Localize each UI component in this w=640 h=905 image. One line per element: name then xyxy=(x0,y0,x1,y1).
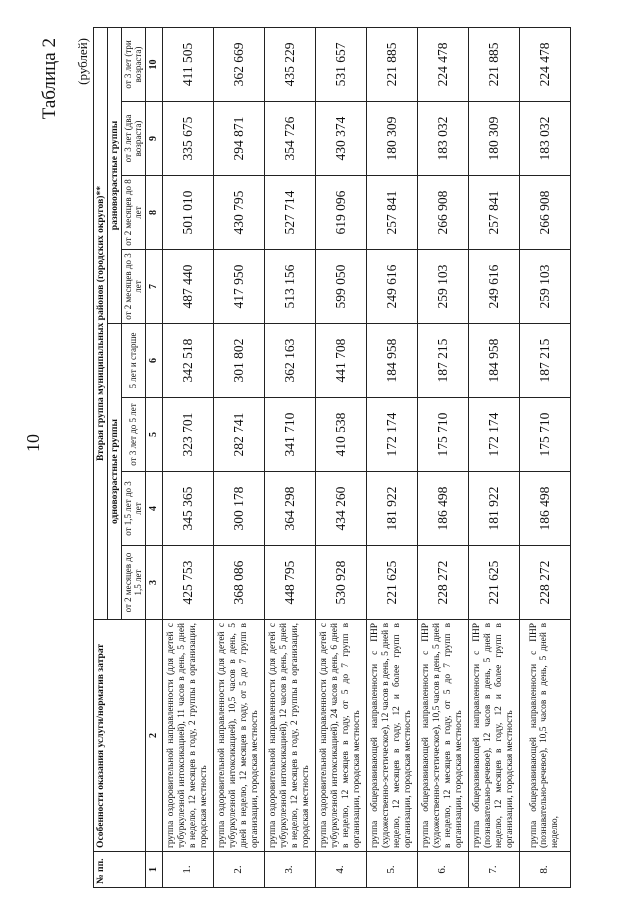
row-description: группа общеразвивающей направленности с ПНР (познавательно-речевое), 10,5 часов в день, 5 дней в неделю, xyxy=(519,620,570,852)
cost-value: 183 032 xyxy=(417,102,468,176)
column-index: 2 xyxy=(145,620,162,852)
row-description: группа общеразвивающей направленности с ПНР (художественно-эстетическое), 10,5 часов в день, 5 дней в неделю, 12 месяцев в году, от 5 до 7 групп в организации, городская местность xyxy=(417,620,468,852)
row-number: 5. xyxy=(366,852,417,888)
cost-value: 180 309 xyxy=(366,102,417,176)
cost-value: 172 174 xyxy=(366,398,417,472)
cost-table xyxy=(93,27,571,888)
cost-value: 501 010 xyxy=(162,176,213,250)
cost-value: 368 086 xyxy=(213,546,264,620)
row-description: группа оздоровительной направленности (для детей с тубуркулезной интоксикацией), 12 часов в день, 5 дней в неделю, 12 месяцев в году, 2 группы в организации, городская местность xyxy=(264,620,315,852)
cost-value: 224 478 xyxy=(519,27,570,101)
header-feature: Особенности оказания услуги/норматив затрат xyxy=(94,620,146,852)
table-caption: Таблица 2 xyxy=(39,38,60,120)
row-description: группа оздоровительной направленности (для детей с тубуркулезной интоксикацией), 24 часов в день, 6 дней в неделю, 12 месяцев в году, от 5 до 7 групп в организации, городская местность xyxy=(315,620,366,852)
header-age: от 3 лет (два возраста) xyxy=(122,102,146,176)
cost-value: 531 657 xyxy=(315,27,366,101)
header-age: от 2 месяцев до 8 лет xyxy=(122,176,146,250)
cost-value: 181 922 xyxy=(468,472,519,546)
cost-value: 221 625 xyxy=(468,546,519,620)
cost-value: 364 298 xyxy=(264,472,315,546)
cost-value: 175 710 xyxy=(519,398,570,472)
cost-value: 183 032 xyxy=(519,102,570,176)
column-index: 8 xyxy=(145,176,162,250)
cost-value: 186 498 xyxy=(519,472,570,546)
cost-value: 228 272 xyxy=(417,546,468,620)
cost-value: 342 518 xyxy=(162,324,213,398)
cost-value: 430 795 xyxy=(213,176,264,250)
cost-value: 441 708 xyxy=(315,324,366,398)
document-page xyxy=(25,28,635,888)
cost-value: 266 908 xyxy=(519,176,570,250)
header-subgroup-mixed-age: разновозрастные группы xyxy=(108,27,122,323)
cost-value: 181 922 xyxy=(366,472,417,546)
cost-value: 323 701 xyxy=(162,398,213,472)
cost-value: 186 498 xyxy=(417,472,468,546)
row-number: 7. xyxy=(468,852,519,888)
cost-value: 221 625 xyxy=(366,546,417,620)
header-age: от 2 месяцев до 1,5 лет xyxy=(122,546,146,620)
cost-value: 266 908 xyxy=(417,176,468,250)
table-row xyxy=(315,27,366,887)
cost-value: 448 795 xyxy=(264,546,315,620)
cost-value: 187 215 xyxy=(417,324,468,398)
row-number: 1. xyxy=(162,852,213,888)
cost-value: 249 616 xyxy=(468,250,519,324)
cost-value: 487 440 xyxy=(162,250,213,324)
row-description: группа общеразвивающей направленности с ПНР (познавательно-речевое), 12 часов в день, 5 дней в неделю, 12 месяцев в году, 12 и более групп в организации, городская местность xyxy=(468,620,519,852)
cost-value: 300 178 xyxy=(213,472,264,546)
cost-value: 184 958 xyxy=(366,324,417,398)
cost-value: 619 096 xyxy=(315,176,366,250)
row-number: 2. xyxy=(213,852,264,888)
cost-value: 527 714 xyxy=(264,176,315,250)
cost-value: 435 229 xyxy=(264,27,315,101)
table-row xyxy=(417,27,468,887)
column-index: 4 xyxy=(145,472,162,546)
table-row xyxy=(468,27,519,887)
cost-value: 513 156 xyxy=(264,250,315,324)
cost-value: 425 753 xyxy=(162,546,213,620)
cost-value: 257 841 xyxy=(366,176,417,250)
cost-value: 410 538 xyxy=(315,398,366,472)
cost-value: 221 885 xyxy=(468,27,519,101)
cost-value: 224 478 xyxy=(417,27,468,101)
cost-value: 530 928 xyxy=(315,546,366,620)
cost-value: 259 103 xyxy=(417,250,468,324)
cost-value: 362 163 xyxy=(264,324,315,398)
header-age: от 2 месяцев до 3 лет xyxy=(122,250,146,324)
cost-value: 430 374 xyxy=(315,102,366,176)
cost-value: 362 669 xyxy=(213,27,264,101)
row-number: 6. xyxy=(417,852,468,888)
header-age: от 3 лет (три возраста) xyxy=(122,27,146,101)
row-description: группа общеразвивающей направленности с ПНР (художественно-эстетическое), 12 часов в день, 5 дней в неделю, 12 месяцев в году, 12 и более групп в организации, городская местность xyxy=(366,620,417,852)
column-index: 10 xyxy=(145,27,162,101)
cost-value: 354 726 xyxy=(264,102,315,176)
unit-label: (рублей) xyxy=(75,38,90,85)
cost-value: 249 616 xyxy=(366,250,417,324)
cost-value: 184 958 xyxy=(468,324,519,398)
row-number: 4. xyxy=(315,852,366,888)
column-index: 9 xyxy=(145,102,162,176)
cost-value: 434 260 xyxy=(315,472,366,546)
cost-value: 221 885 xyxy=(366,27,417,101)
table-row xyxy=(366,27,417,887)
cost-value: 411 505 xyxy=(162,27,213,101)
column-index: 7 xyxy=(145,250,162,324)
cost-value: 175 710 xyxy=(417,398,468,472)
column-index: 3 xyxy=(145,546,162,620)
cost-value: 335 675 xyxy=(162,102,213,176)
page-number: 10 xyxy=(23,434,43,452)
column-index: 6 xyxy=(145,324,162,398)
cost-value: 228 272 xyxy=(519,546,570,620)
column-index: 5 xyxy=(145,398,162,472)
row-description: группа оздоровительной направленности (для детей с тубуркулезной интоксикацией), 10,5 часов в день, 5 дней в неделю, 12 месяцев в году, от 5 до 7 групп в организации, городская местность xyxy=(213,620,264,852)
table-row xyxy=(519,27,570,887)
row-number: 8. xyxy=(519,852,570,888)
column-index-row xyxy=(145,27,162,887)
column-index: 1 xyxy=(145,852,162,888)
table-row xyxy=(162,27,213,887)
table-row xyxy=(213,27,264,887)
cost-value: 294 871 xyxy=(213,102,264,176)
cost-value: 187 215 xyxy=(519,324,570,398)
cost-value: 282 741 xyxy=(213,398,264,472)
cost-value: 172 174 xyxy=(468,398,519,472)
cost-value: 599 050 xyxy=(315,250,366,324)
cost-value: 345 365 xyxy=(162,472,213,546)
cost-value: 257 841 xyxy=(468,176,519,250)
cost-value: 301 802 xyxy=(213,324,264,398)
cost-value: 341 710 xyxy=(264,398,315,472)
row-description: группа оздоровительной направленности (для детей с тубуркулезной интоксикацией), 11 часов в день, 5 дней в неделю, 12 месяцев в году, 2 группы в организации, городская местность xyxy=(162,620,213,852)
header-subgroup-same-age: одновозрастные группы xyxy=(108,324,122,620)
cost-value: 180 309 xyxy=(468,102,519,176)
cost-value: 417 950 xyxy=(213,250,264,324)
header-num: № пп. xyxy=(94,852,146,888)
header-group: Вторая группа муниципальных районов (городских округов)** xyxy=(94,27,108,619)
header-age: от 1,5 лет до 3 лет xyxy=(122,472,146,546)
cost-value: 259 103 xyxy=(519,250,570,324)
table-row xyxy=(264,27,315,887)
header-age: от 3 лет до 5 лет xyxy=(122,398,146,472)
row-number: 3. xyxy=(264,852,315,888)
header-age: 5 лет и старше xyxy=(122,324,146,398)
header-row-1 xyxy=(94,27,108,887)
